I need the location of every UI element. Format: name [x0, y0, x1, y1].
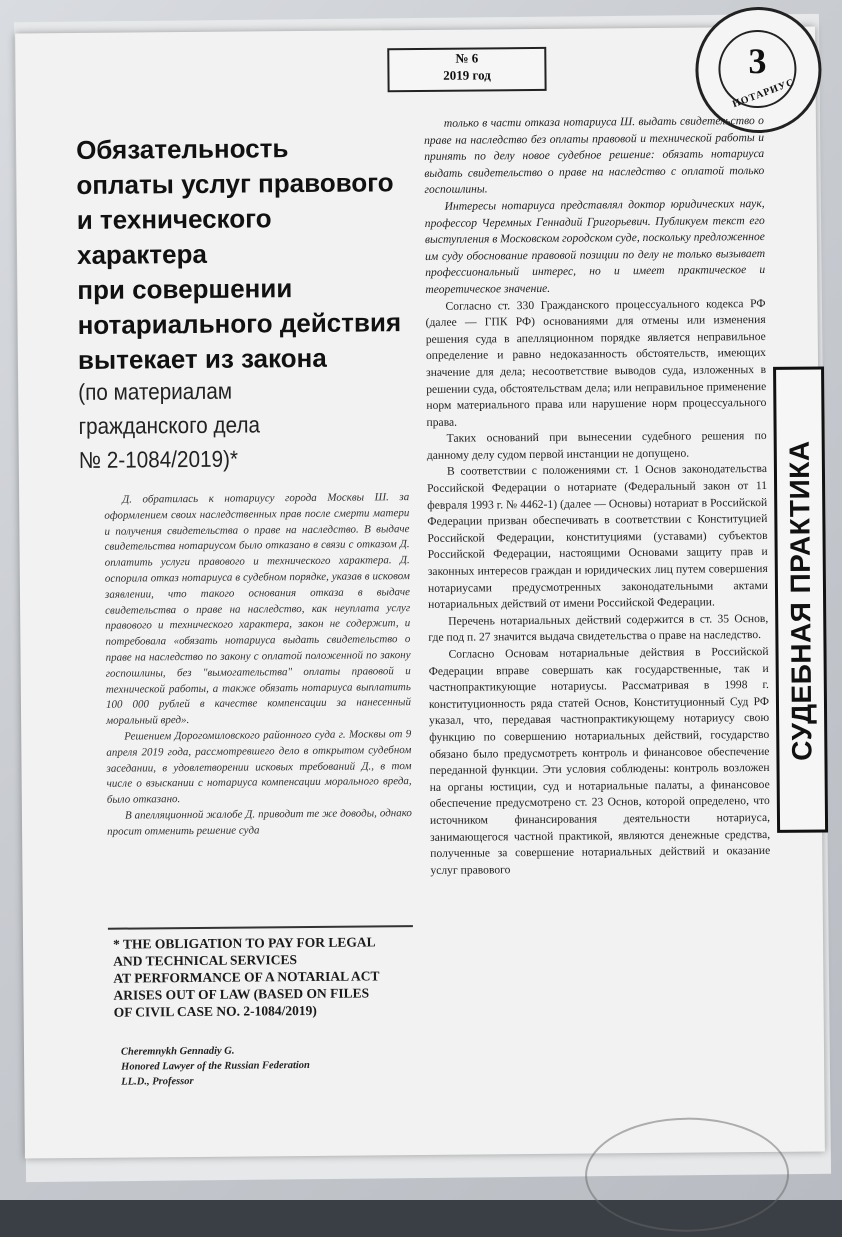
title-line: нотариального действия — [77, 307, 402, 340]
lead-text — [104, 490, 412, 840]
body-paragraph: Перечень нотариальных действий содержится в ст. 35 Основ, где под п. 27 значится выдача свидетельства о праве на наследство. — [428, 611, 769, 645]
subtitle-line: № 2-1084/2019)* — [78, 445, 239, 473]
title-line: характера — [76, 238, 207, 270]
author-degree: LL.D., Professor — [121, 1075, 194, 1088]
english-title — [113, 933, 414, 1021]
lead-paragraph: Решением Дорогомиловского районного суда г. Москвы от 9 апреля 2019 года, рассмотревшего дело в открытом судебном заседании, в удовлетворении исковых требований Д., в том числе о взыскании с нотариуса компенсации морального вреда, было отказано. — [106, 728, 412, 806]
issue-box — [387, 47, 546, 92]
subtitle-line: гражданского дела — [78, 411, 261, 439]
page-number: 3 — [748, 40, 767, 82]
body-paragraph: Таких оснований при вынесении судебного решения по данному делу судом первой инстанции не допущено. — [426, 429, 767, 462]
body-paragraph: Согласно Основам нотариальные действия в Российской Федерации вправе совершать как государственные, так и частнопрактикующие нотариусы. Рассматривая в 1998 г. конституционность ряда статей Основ, Конституционный Суд РФ указал, что, передавая частнопрактикующему нотариусу свою функцию по совершению нотариальных действий, государство обязано было предусмотреть контроль и финансовое обеспечение переданной функции. Эти условия соблюдены: контроль возложен на органы юстиции, суд и нотариальные палаты, а финансовое обеспечение предусмотрено ст. 23 Основ, которой определено, что источником финансирования деятельности нотариуса, занимающегося частной практикой, являются денежные средства, полученные за совершение нотариальных действий и оказание услуг правового — [428, 644, 771, 877]
article-title — [76, 130, 418, 378]
right-column — [424, 113, 771, 879]
title-line: при совершении — [77, 273, 293, 305]
separator-line — [108, 925, 413, 930]
body-paragraph: Согласно ст. 330 Гражданского процессуального кодекса РФ (далее — ГПК РФ) основаниями для отмены или изменения решения суда в апелляционном порядке является неправильное определение и равно недоказанность обстоятельств, имеющих значение для дела; несоответствие выводов суда, изложенных в решении суда, обстоятельствам дела; или неправильное применение норм материального права или нарушение норм процессуального права. — [425, 296, 767, 429]
journal-page — [15, 27, 825, 1159]
issue-year: 2019 год — [443, 67, 491, 83]
body-paragraph: Интересы нотариуса представлял доктор юридических наук, профессор Черемных Геннадий Григорьевич. Публикуем текст его выступления в Московском городском суде, поскольку предложенное им суду обоснование правовой позиции по делу не только вызывает профессиональный интерес, но и имеет практическое и теоретическое значение. — [424, 196, 766, 296]
title-line: оплаты услуг правового — [76, 167, 394, 200]
logo-word: НОТАРИУС — [731, 76, 797, 111]
title-line: Обязательность — [75, 133, 289, 165]
section-rubric — [773, 366, 828, 832]
body-paragraph: В соответствии с положениями ст. 1 Основ законодательства Российской Федерации о нотариате (Федеральный закон от 11 февраля 1993 г. № 4462-1) (далее — Основы) нотариат в Российской Федерации призван обеспечивать в соответствии с Конституцией Российской Федерации, конституциями (уставами) субъектов Российской Федерации, настоящими Основами защиту прав и законных интересов граждан и юридических лиц путем совершения нотариусами предусмотренных законодательными актами нотариальных действий от имени Российской Федерации. — [427, 462, 769, 612]
english-title-line: * THE OBLIGATION TO PAY FOR LEGAL — [112, 934, 376, 952]
author-title: Honored Lawyer of the Russian Federation — [121, 1059, 310, 1073]
article-subtitle — [78, 372, 385, 477]
title-line: вытекает из закона — [77, 342, 327, 375]
section-rubric-label: СУДЕБНАЯ ПРАКТИКА — [783, 440, 818, 761]
lead-paragraph: Д. обратилась к нотариусу города Москвы Ш. за оформлением своих наследственных прав после смерти матери и получения свидетельства о праве на наследство. В выдаче свидетельства нотариусом было отказано в связи с отказом Д. оплатить услуги правового и технического характера. Д. оспорила отказ нотариуса в судебном порядке, указав в исковом заявлении, что такого основания отказа в выдаче свидетельства о праве на наследство, как неуплата услуг правового и технического характера, закон не содержит, и потребовала «обязать нотариуса выдать свидетельство о праве на наследство по закону с оплатой положенной по закону госпошлины, без "вымогательства" оплаты правовой и технической работы, а также обязать нотариуса выплатить 100 000 рублей в качестве компенсации за нанесенный моральный вред». — [104, 491, 412, 727]
author-info — [121, 1042, 411, 1090]
english-title-line: AND TECHNICAL SERVICES — [113, 952, 298, 969]
subtitle-line: (по материалам — [78, 377, 233, 405]
english-title-line: OF CIVIL CASE NO. 2-1084/2019) — [113, 1002, 317, 1020]
faded-stamp-seal — [585, 1117, 790, 1233]
body-paragraph: только в части отказа нотариуса Ш. выдать свидетельство о праве на наследство без оплаты правовой и технической работы и принять по делу новое судебное решение: обязать нотариуса выдать свидетельство о праве на наследство с оплатой только госпошлины. — [423, 113, 765, 197]
english-title-line: AT PERFORMANCE OF A NOTARIAL ACT — [113, 968, 380, 986]
english-title-line: ARISES OUT OF LAW (BASED ON FILES — [113, 985, 370, 1003]
title-line: и технического — [76, 203, 272, 235]
author-name: Cheremnykh Gennadiy G. — [120, 1045, 235, 1058]
lead-paragraph: В апелляционной жалобе Д. приводит те же доводы, однако просит отменить решение суда — [107, 807, 412, 838]
issue-number: № 6 — [455, 50, 479, 66]
